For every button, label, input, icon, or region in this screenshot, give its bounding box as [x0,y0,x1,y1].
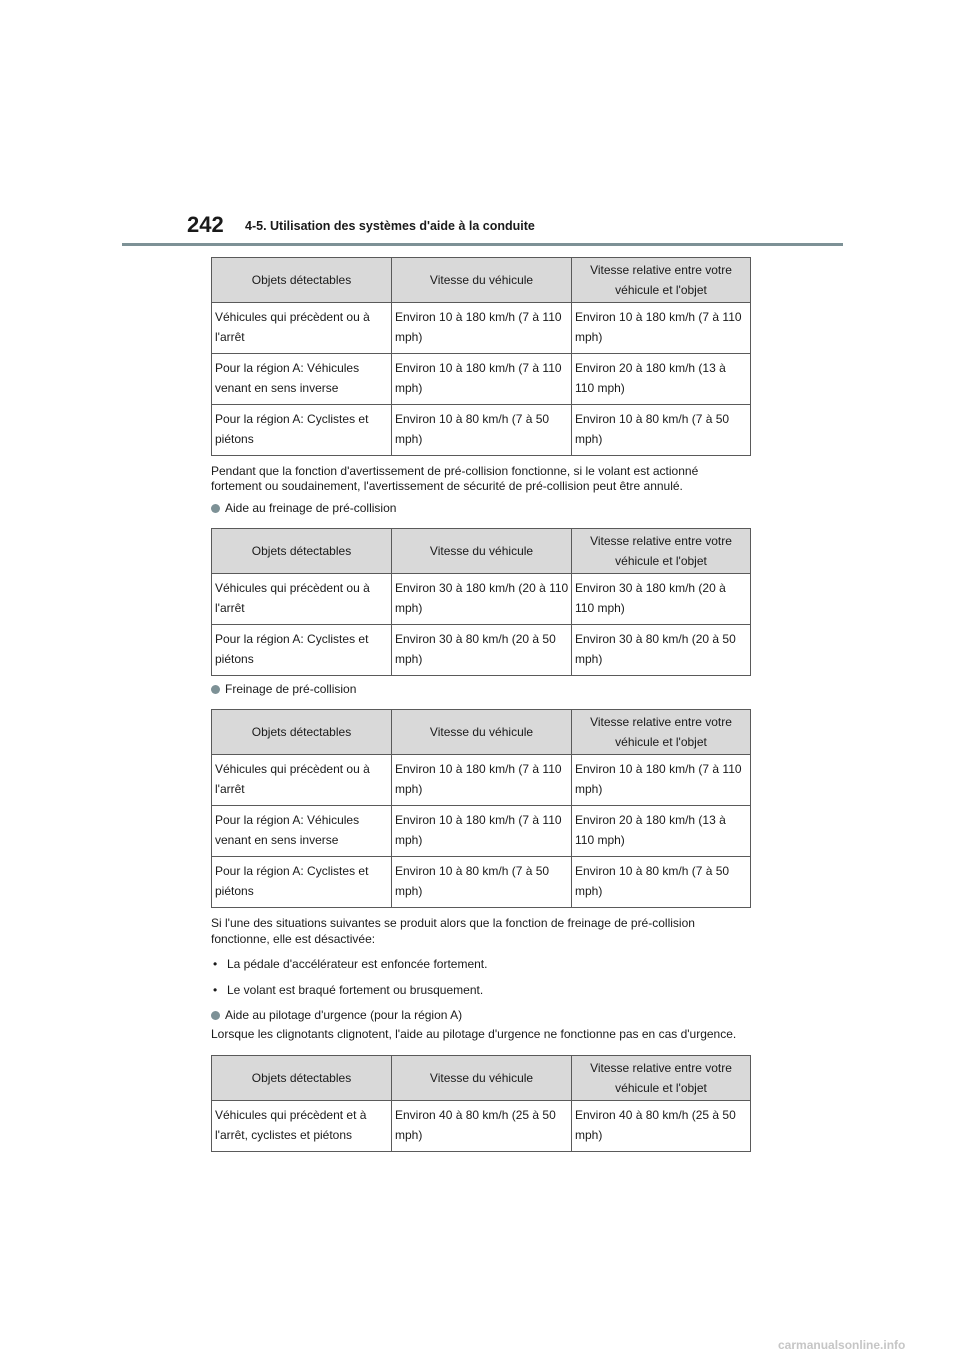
warning-cancel-note: Pendant que la fonction d'avertissement de pré-collision fonctionne, si le volant est actionné fortement ou soudainement, l'avertissement de sécurité de pré-collision peut être annulé. [211,464,699,494]
table-header-row [212,258,751,303]
detection-table-braking-assist [211,528,751,676]
section-heading-braking-assist [211,501,751,516]
col-header-relative-speed: Vitesse relative entre votre véhicule et l'objet [572,258,751,303]
col-header-vehicle-speed: Vitesse du véhicule [392,529,572,574]
list-item [211,983,751,998]
col-header-objects: Objets détectables [212,529,392,574]
detection-table-emergency-steering [211,1055,751,1152]
circle-bullet-icon [211,1011,220,1020]
col-header-relative-speed: Vitesse relative entre votre véhicule et l'objet [572,529,751,574]
deactivation-note: Si l'une des situations suivantes se produit alors que la fonction de freinage de pré-collision fonctionne, elle est désactivée: [211,916,695,946]
table-cell: Véhicules qui précèdent ou à l'arrêt [212,303,392,354]
table-cell: Environ 10 à 180 km/h (7 à 110 mph) [572,755,751,806]
col-header-vehicle-speed: Vitesse du véhicule [392,710,572,755]
watermark-text: carmanualsonline.info [778,1338,906,1352]
table-cell: Environ 10 à 180 km/h (7 à 110 mph) [572,303,751,354]
table-cell: Pour la région A: Cyclistes et piétons [212,857,392,908]
table-row [212,857,751,908]
table-row [212,1100,751,1151]
table-cell: Environ 10 à 180 km/h (7 à 110 mph) [392,303,572,354]
table-cell: Environ 20 à 180 km/h (13 à 110 mph) [572,806,751,857]
table-header-row [212,710,751,755]
table-cell: Pour la région A: Véhicules venant en sens inverse [212,806,392,857]
section-heading-braking [211,682,751,697]
detection-table-braking [211,709,751,908]
list-item [211,957,751,972]
table-cell: Pour la région A: Cyclistes et piétons [212,405,392,456]
table-cell: Pour la région A: Cyclistes et piétons [212,625,392,676]
table-cell: Véhicules qui précèdent ou à l'arrêt [212,574,392,625]
list-item-text: La pédale d'accélérateur est enfoncée fortement. [227,957,488,972]
col-header-relative-speed: Vitesse relative entre votre véhicule et l'objet [572,1055,751,1100]
table-cell: Environ 10 à 80 km/h (7 à 50 mph) [392,405,572,456]
table-header-row [212,529,751,574]
table-cell: Environ 10 à 80 km/h (7 à 50 mph) [572,857,751,908]
table-cell: Environ 30 à 180 km/h (20 à 110 mph) [572,574,751,625]
section-title: 4-5. Utilisation des systèmes d'aide à la conduite [245,219,535,233]
circle-bullet-icon [211,504,220,513]
table-cell: Véhicules qui précèdent et à l'arrêt, cyclistes et piétons [212,1100,392,1151]
col-header-objects: Objets détectables [212,710,392,755]
table-cell: Environ 10 à 180 km/h (7 à 110 mph) [392,755,572,806]
emergency-steering-note: Lorsque les clignotants clignotent, l'aide au pilotage d'urgence ne fonctionne pas en cas d'urgence. [211,1027,737,1042]
table-cell: Environ 10 à 180 km/h (7 à 110 mph) [392,354,572,405]
table-row [212,354,751,405]
col-header-objects: Objets détectables [212,258,392,303]
table-cell: Environ 30 à 80 km/h (20 à 50 mph) [572,625,751,676]
table-cell: Environ 40 à 80 km/h (25 à 50 mph) [392,1100,572,1151]
table-row [212,574,751,625]
section-heading-emergency-steering [211,1008,751,1023]
table-row [212,405,751,456]
table-cell: Pour la région A: Véhicules venant en sens inverse [212,354,392,405]
heading-text: Aide au freinage de pré-collision [225,500,397,515]
heading-text: Freinage de pré-collision [225,682,357,697]
col-header-objects: Objets détectables [212,1055,392,1100]
table-row [212,303,751,354]
col-header-vehicle-speed: Vitesse du véhicule [392,1055,572,1100]
table-cell: Environ 10 à 180 km/h (7 à 110 mph) [392,806,572,857]
table-header-row [212,1055,751,1100]
table-cell: Environ 30 à 180 km/h (20 à 110 mph) [392,574,572,625]
header-rule [122,243,843,246]
page-content [211,257,751,1152]
page-number: 242 [187,212,224,237]
col-header-relative-speed: Vitesse relative entre votre véhicule et l'objet [572,710,751,755]
col-header-vehicle-speed: Vitesse du véhicule [392,258,572,303]
table-cell: Environ 10 à 80 km/h (7 à 50 mph) [392,857,572,908]
table-row [212,806,751,857]
dot-bullet-icon: • [213,957,218,972]
table-cell: Véhicules qui précèdent ou à l'arrêt [212,755,392,806]
detection-table-warning [211,257,751,456]
list-item-text: Le volant est braqué fortement ou brusquement. [227,982,484,997]
table-row [212,755,751,806]
circle-bullet-icon [211,685,220,694]
table-cell: Environ 20 à 180 km/h (13 à 110 mph) [572,354,751,405]
heading-text: Aide au pilotage d'urgence (pour la région A) [225,1007,463,1022]
table-row [212,625,751,676]
dot-bullet-icon: • [213,982,218,997]
table-cell: Environ 40 à 80 km/h (25 à 50 mph) [572,1100,751,1151]
table-cell: Environ 10 à 80 km/h (7 à 50 mph) [572,405,751,456]
table-cell: Environ 30 à 80 km/h (20 à 50 mph) [392,625,572,676]
